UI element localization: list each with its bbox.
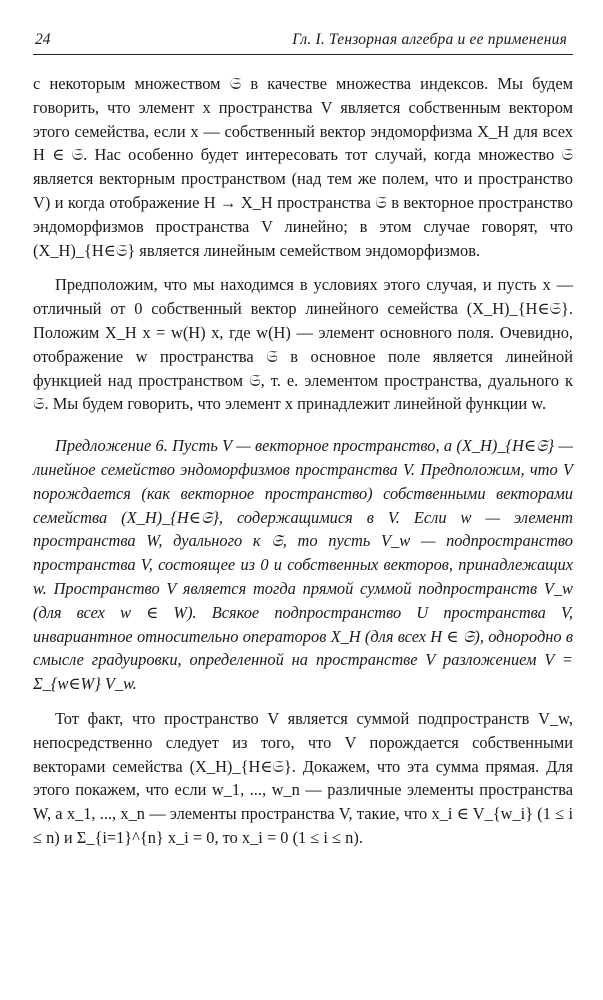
paragraph-proof: Тот факт, что пространство V является суммой подпространств V_w, непосредственно следует из того, что V порождается собственными векторами семейства (X_H)_{H∈𝔖}. Докажем, что эта сумма прямая. Для этого покажем, что если w_1, ..., w_n — различные элементы пространства W, а x_1, ..., x_n — элементы пространства V, такие, что x_i ∈ V_{w_i} (1 ≤ i ≤ n) и Σ_{i=1}^{n} x_i = 0, то x_i = 0 (1 ≤ i ≤ n).: [33, 708, 573, 847]
page-number: 24: [35, 31, 51, 48]
paragraph-2: Предположим, что мы находимся в условиях этого случая, и пусть x — отличный от 0 собственный вектор линейного семейства (X_H)_{H∈𝔖}. Положим X_H x = w(H) x, где w(H) — элемент основного поля. Очевидно, отображение w пространства 𝔖 в основное поле является линейной функцией над пространством 𝔖, т. е. элементом пространства, дуального к 𝔖. Мы будем говорить, что элемент x принадлежит линейной функции w.: [33, 275, 573, 414]
running-title: Гл. I. Тензорная алгебра и ее применения: [292, 31, 567, 48]
paragraph-1: с некоторым множеством 𝔖 в качестве множества индексов. Мы будем говорить, что элемент x пространства V является собственным вектором этого семейства, если x — собственный вектор эндоморфизма X_H для всех H ∈ 𝔖. Нас особенно будет интересовать тот случай, когда множество 𝔖 является векторным пространством (над тем же полем, что и пространство V) и когда отображение H → X_H пространства 𝔖 в векторное пространство эндоморфизмов пространства V линейно; в этом случае говорят, что (X_H)_{H∈𝔖} является линейным семейством эндоморфизмов.: [33, 74, 573, 260]
page-header: [33, 28, 573, 55]
book-page: [33, 28, 573, 847]
proposition-6: Предложение 6. Пусть V — векторное пространство, а (X_H)_{H∈𝔖} — линейное семейство эндоморфизмов пространства V. Предположим, что V порождается (как векторное пространство) собственными векторами семейства (X_H)_{H∈𝔖}, содержащимися в V. Если w — элемент пространства W, дуального к 𝔖, то пусть V_w — подпространство пространства V, состоящее из 0 и собственных векторов, принадлежащих w. Пространство V является тогда прямой суммой подпространств V_w (для всех w ∈ W). Всякое подпространство U пространства V, инвариантное относительно операторов X_H (для всех H ∈ 𝔖), однородно в смысле градуировки, определенной на пространстве V разложением V = Σ_{w∈W} V_w.: [33, 436, 573, 694]
page-body: [33, 72, 573, 861]
